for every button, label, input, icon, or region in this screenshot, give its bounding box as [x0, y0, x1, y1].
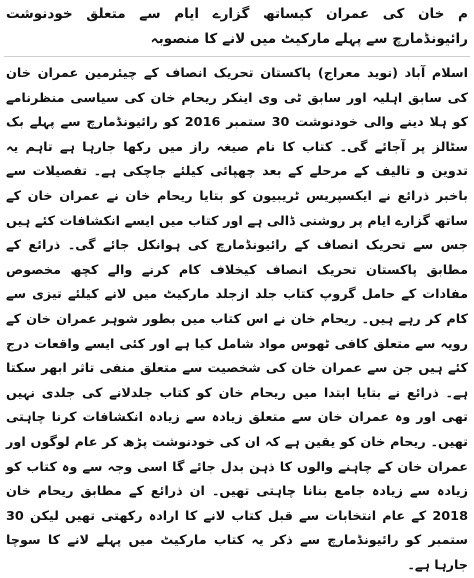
article-headline: م خان کی عمران کیساتھ گزارے ایام سے متعلق خودنوشت رائیونڈمارچ سے پہلے مارکیٹ میں لانے کا منصوبہ: [4, 2, 470, 57]
article-body: اسلام آباد (نوید معراج) پاکستان تحریک انصاف کے چیئرمین عمران خان کی سابق اہلیہ اور سابق ٹی وی اینکر ریحام خان کی سیاسی منظرنامے کو ہلا دینے والی خودنوشت 30 ستمبر 2016 کو رائیونڈمارچ سے پہلے بک سٹالز پر آجائے گی۔ کتاب کا نام صیغہ راز میں رکھا جارہا ہے تاہم یہ تدوین و تالیف کے مرحلے کے بعد چھپائی کیلئے جاچکی ہے۔ تفصیلات سے باخبر ذرائع نے ایکسپریس ٹریبیون کو بتایا ریحام خان نے عمران خان کے ساتھ گزارے ایام پر روشنی ڈالی ہے اور کتاب میں ایسے انکشافات کئے ہیں جس سے تحریک انصاف کے رائیونڈمارچ کی ہوانکل جائے گی۔ ذرائع کے مطابق پاکستان تحریک انصاف کیخلاف کام کرنے والے کچھ مخصوص مفادات کے حامل گروپ کتاب جلد ازجلد مارکیٹ میں لانے کیلئے تیزی سے کام کر رہے ہیں۔ ریحام خان نے اس کتاب میں بطور شوہر عمران خان کے رویہ سے متعلق کافی ٹھوس مواد شامل کیا ہے اور کئی ایسے واقعات درج کئے ہیں جن سے عمران خان کی شخصیت سے متعلق منفی تاثر ابھر سکتا ہے۔ ذرائع نے بتایا ابتدا میں ریحام خان کو کتاب جلدلانے کی جلدی نہیں تھی اور وہ عمران خان سے متعلق زیادہ سے زیادہ انکشافات کرنا چاہتی تھیں۔ ریحام خان کو یقین ہے کہ ان کی خودنوشت پڑھ کر عام لوگوں اور عمران خان کے چاہنے والوں کا ذہن بدل جائے گا اسی وجہ سے وہ کتاب کو زیادہ سے زیادہ جامع بنانا چاہتی تھیں۔ ان ذرائع کے مطابق ریحام خان 2018 کے عام انتخابات سے قبل کتاب لانے کا ارادہ رکھتی تھیں لیکن 30 ستمبر کو رائیونڈمارچ سے ذکر یہ کتاب مارکیٹ میں پہلے لانے کا سوچا جارہا ہے۔: [6, 66, 469, 573]
news-article: [4, 2, 470, 573]
